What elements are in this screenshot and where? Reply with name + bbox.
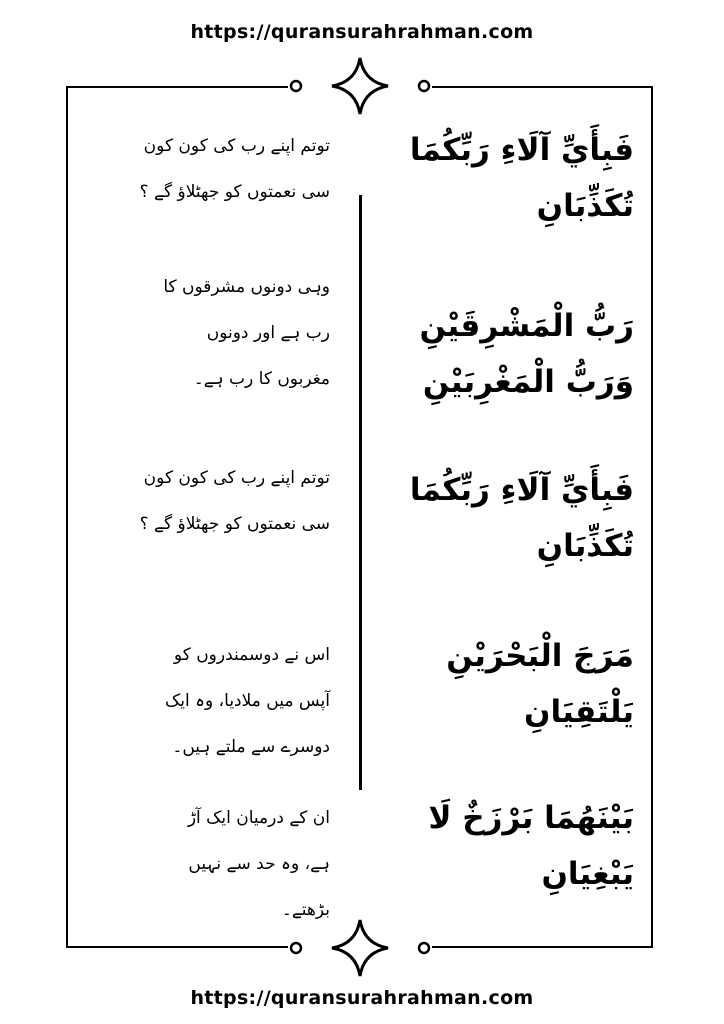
urdu-line: سی نعمتوں کو جھٹلاؤ گے ؟ <box>139 182 330 202</box>
verse-2-arabic <box>384 298 634 410</box>
arabic-line: فَبِأَيِّ آلَاءِ رَبِّكُمَا <box>409 132 634 168</box>
verse-3-arabic <box>384 462 634 574</box>
urdu-line: توتم اپنے رب کی کون کون <box>143 136 330 156</box>
urdu-line: آپس میں ملادیا، وہ ایک <box>165 691 330 711</box>
urdu-line: ان کے درمیان ایک آڑ <box>187 808 330 828</box>
urdu-line: سی نعمتوں کو جھٹلاؤ گے ؟ <box>139 514 330 534</box>
arabic-line: وَرَبُّ الْمَغْرِبَيْنِ <box>422 364 634 400</box>
urdu-line: ہے، وہ حد سے نہیں <box>188 854 330 874</box>
arabic-line: فَبِأَيِّ آلَاءِ رَبِّكُمَا <box>409 472 634 508</box>
arabic-line: يَلْتَقِيَانِ <box>523 694 634 730</box>
footer-url[interactable]: https://quransurahrahman.com <box>190 987 534 1009</box>
arabic-line: بَيْنَهُمَا بَرْزَخٌ لَا <box>428 800 634 836</box>
verse-4-urdu <box>110 632 330 770</box>
urdu-line: بڑھتے۔ <box>281 900 330 920</box>
urdu-line: دوسرے سے ملتے ہیں۔ <box>172 737 330 757</box>
verse-5-arabic <box>384 790 634 902</box>
verse-3-urdu <box>110 455 330 547</box>
star-ornament-top-icon <box>288 56 432 116</box>
urdu-line: مغربوں کا رب ہے۔ <box>193 369 330 389</box>
arabic-line: تُكَذِّبَانِ <box>536 528 634 564</box>
arabic-line: تُكَذِّبَانِ <box>536 188 634 224</box>
verse-5-urdu <box>110 795 330 933</box>
arabic-line: يَبْغِيَانِ <box>541 856 634 892</box>
urdu-line: وہی دونوں مشرقوں کا <box>163 277 330 297</box>
verse-1-urdu <box>110 123 330 215</box>
arabic-line: مَرَجَ الْبَحْرَيْنِ <box>446 638 634 674</box>
urdu-line: رب ہے اور دونوں <box>206 323 330 343</box>
verse-1-arabic <box>384 122 634 234</box>
arabic-line: رَبُّ الْمَشْرِقَيْنِ <box>419 308 634 344</box>
header-url[interactable]: https://quransurahrahman.com <box>190 21 534 43</box>
verse-4-arabic <box>384 628 634 740</box>
center-divider <box>359 195 362 790</box>
urdu-line: اس نے دوسمندروں کو <box>173 645 330 665</box>
urdu-line: توتم اپنے رب کی کون کون <box>143 468 330 488</box>
verse-2-urdu <box>110 264 330 402</box>
